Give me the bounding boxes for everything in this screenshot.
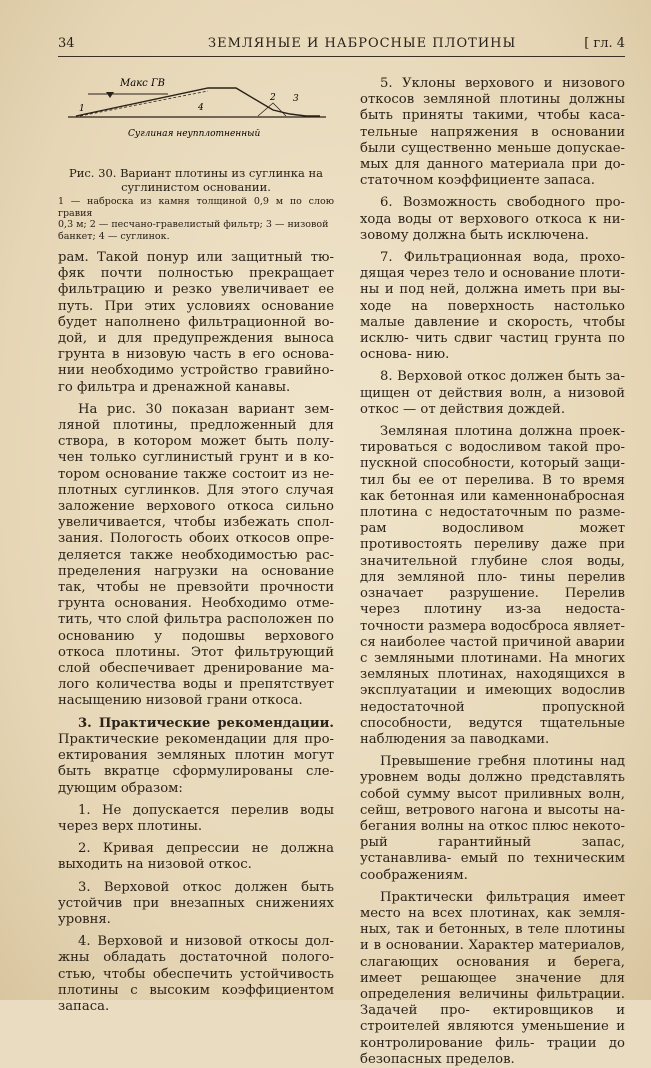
text-line: 4. Верховой и низовой откосы дол- [78, 934, 334, 950]
marker-3: 3 [293, 94, 299, 104]
text-line: выходить на низовой откос. [58, 857, 252, 873]
marker-2: 2 [270, 93, 276, 103]
text-line: место на всех плотинах, как земля- [360, 905, 625, 921]
text-line: рый гарантийный запас, устанавлива- [360, 835, 625, 867]
paragraph [360, 890, 625, 1068]
text-line: плотины с высоким коэффициентом [58, 982, 334, 998]
text-line: ектировщиков и строителей являются [360, 1003, 625, 1035]
text-line: решающее значение для определения [360, 970, 625, 1002]
text-line: 8. Верховой откос должен быть за- [380, 369, 625, 385]
left-body-text [58, 250, 334, 1015]
text-line: собой сумму высот приливных волн, [360, 786, 625, 802]
text-line: 5. Уклоны верхового и низового [380, 76, 625, 91]
text-line: тины перелив означает разрушение. [360, 569, 625, 602]
text-line: 7. Фильтрационная вода, прохо- [380, 250, 625, 266]
text-line: земляных плотинах, находящихся в [360, 667, 625, 683]
text-line: плотина с недостаточным по разме- [360, 505, 625, 521]
water-level-label: Макс ГВ [120, 78, 165, 89]
text-line: тироваться с водосливом такой про- [360, 440, 625, 456]
chapter-marker: [ гл. 4 [584, 36, 625, 51]
text-line: 2. Кривая депрессии не должна [78, 841, 334, 857]
text-line: через верх плотины. [58, 818, 203, 834]
text-line: увеличивается, чтобы избежать спол- [58, 515, 334, 531]
text-line: путь. При этих условиях основание [58, 298, 334, 314]
text-line: запаса. [58, 998, 110, 1014]
text-line: деляется также необходимостью рас- [58, 547, 334, 563]
text-line: давление и скорость, чтобы исклю- [360, 314, 625, 347]
paragraph [360, 250, 625, 363]
text-line: откоса плотины. Этот фильтрующий [58, 644, 334, 660]
text-line: пускной способности, который защи- [360, 456, 625, 472]
section-heading-paragraph [58, 716, 334, 797]
paragraph [58, 250, 334, 396]
paragraph [360, 424, 625, 748]
text-line: жны обладать достаточной полого- [58, 950, 334, 966]
text-line: бегания волны на откос плюс некото- [360, 818, 625, 834]
text-line: были существенно меньше допускае- [360, 140, 625, 156]
text-line: точности размера водосброса являет- [360, 618, 625, 634]
recommendation-item [58, 803, 334, 835]
text-line: чить сдвиг частиц грунта по основа- [360, 331, 625, 363]
text-line: зания. Пологость обоих откосов опре- [58, 531, 334, 547]
text-line: заложение верхового откоса сильно [58, 499, 334, 515]
text-line: Превышение гребня плотины над [380, 754, 625, 770]
paragraph [360, 754, 625, 884]
text-line: тить, что слой фильтра расположен [58, 612, 313, 628]
text-line: грунта основания. Необходимо отме- [58, 596, 334, 612]
page-number: 34 [58, 36, 75, 51]
text-line: как бетонная или каменнонабросная [360, 488, 625, 504]
text-line: щищен от действия волн, а низовой [360, 385, 625, 401]
figure-legend: 1 — наброска из камня толщиной 0,9 м по слою гравия 0,3 м; 2 — песчано-гравелистый фильтр; 3 — низовой банкет; 4 — суглинок. [58, 196, 334, 242]
recommendation-item [58, 934, 334, 1015]
text-line: хода воды от верхового откоса к ни- [360, 211, 625, 227]
text-line: сейш, ветрового нагона и высоты на- [360, 802, 625, 818]
dam-cross-section-diagram [58, 70, 334, 164]
text-line: и в основании. Характер материалов, [360, 938, 625, 954]
running-header [58, 36, 625, 56]
text-line: переливу даже при значительной [360, 537, 625, 569]
text-line: 1. Не допускается перелив воды [78, 802, 334, 818]
text-line: лого количества воды и препятствует [58, 677, 334, 693]
text-line: недостаточной пропускной способности, [360, 699, 625, 731]
right-column [360, 76, 625, 1068]
marker-1: 1 [79, 104, 85, 114]
paragraph [360, 195, 625, 244]
text-line: фильтрацию и резко увеличивает ее [58, 282, 334, 298]
text-line: величины фильтрации. Задачей про- [360, 986, 625, 1019]
text-line: Перелив через плотину из-за недоста- [360, 586, 625, 618]
text-line: ны и под ней, должна иметь при вы- [360, 282, 625, 298]
text-line: створа, в котором может быть полу- [58, 434, 334, 450]
left-column [58, 70, 334, 1015]
text-line: насыщению низовой грани откоса. [58, 693, 303, 709]
text-line: статочном коэффициенте запаса. [360, 173, 595, 189]
text-line: ектирования земляных плотин могут [58, 748, 334, 764]
text-line: чен только суглинистый грунт и в ко- [58, 450, 334, 466]
text-line: уменьшение и контролирование филь- [360, 1019, 625, 1051]
paragraph [360, 369, 625, 418]
text-line: дящая через тело и основание плоти- [360, 266, 625, 282]
text-line: нию. [416, 347, 450, 363]
text-line: глубине слоя воды, для земляной пло- [360, 553, 625, 585]
recommendation-item [58, 841, 334, 873]
text-line: пределения нагрузки на основание [58, 563, 334, 579]
text-line: грунта в низовую часть в его основа- [58, 347, 334, 363]
text-line: по основанию у подошвы верхового [58, 612, 334, 644]
text-line: ных, так и бетонных, в теле плотины [360, 922, 625, 938]
header-rule [58, 56, 625, 57]
text-line: рам водосливом может противостоять [360, 521, 625, 553]
text-line: го фильтра и дренажной канавы. [58, 379, 291, 395]
text-line: дой, и для предупреждения выноса [58, 331, 334, 347]
text-line: слагающих основания и берега, имеет [360, 954, 625, 986]
riprap-layer [80, 91, 208, 116]
text-line: уровнем воды должно представлять [360, 770, 625, 786]
text-line: паводками. [469, 731, 550, 747]
text-line: будет наполнено фильтрационной во- [58, 314, 334, 330]
text-line: стью, чтобы обеспечить устойчивость [58, 966, 334, 982]
text-line: откосов земляной плотины должны [360, 92, 625, 108]
running-title: ЗЕМЛЯНЫЕ И НАБРОСНЫЕ ПЛОТИНЫ [208, 36, 517, 51]
section-heading: 3. Практические рекомендации. [78, 715, 334, 731]
text-line: На рис. 30 показан вариант зем- [78, 401, 334, 417]
text-line: нии необходимо устройство гравийно- [58, 363, 334, 379]
text-line: устойчив при внезапных снижениях [58, 895, 334, 911]
text-line: Практически фильтрация имеет [380, 889, 625, 905]
text-line: фяк почти полностью прекращает [58, 266, 334, 282]
text-line: 3. Верховой откос должен быть [78, 879, 334, 895]
water-level-marker [106, 92, 114, 98]
text-line: Земляная плотина должна проек- [380, 424, 625, 440]
text-line: так, чтобы не превзойти прочности [58, 580, 334, 596]
text-line: с земляными плотинами. На многих [360, 650, 625, 666]
paragraph [360, 76, 625, 189]
text-line: ся наиболее частой причиной аварии [360, 634, 625, 650]
text-line: трации до безопасных пределов. [360, 1035, 625, 1067]
text-line: плотных суглинков. Для этого случая [58, 482, 334, 498]
text-line: емый по техническим соображениям. [360, 851, 625, 883]
text-line: откос — от действия дождей. [360, 401, 566, 417]
text-line: тил бы ее от перелива. В то время [360, 472, 625, 488]
text-line: рам. Такой понур или защитный тю- [58, 250, 334, 265]
text-line: ведутся тщательные наблюдения за [360, 715, 625, 747]
text-line: ляной плотины, предложенный для [58, 418, 334, 434]
paragraph [58, 402, 334, 710]
figure-caption: Рис. 30. Вариант плотины из суглинка на суглинистом основании. [68, 166, 324, 194]
recommendation-item [58, 880, 334, 929]
soil-label: Суглиная неупплотненный [128, 129, 261, 139]
text-line: мых для данного материала при до- [360, 157, 625, 173]
text-line: 6. Возможность свободного про- [380, 195, 625, 211]
text-line: эксплуатации и имеющих водослив [360, 683, 625, 699]
marker-4: 4 [198, 103, 204, 113]
text-line: быть приняты такими, чтобы каса- [360, 108, 625, 124]
text-line: зовому должна быть исключена. [360, 227, 589, 243]
figure-30 [58, 70, 334, 194]
text-line: тором основание также состоит из не- [58, 466, 334, 482]
text-line: быть вкратце сформулированы сле- [58, 764, 334, 780]
text-line: слой обеспечивает дренирование ма- [58, 661, 334, 677]
text-line: уровня. [58, 911, 111, 927]
text-line: ходе на поверхность настолько малые [360, 298, 625, 330]
text-line: дующим образом: [58, 780, 183, 796]
text-line: Практические рекомендации для про- [58, 731, 334, 747]
text-line: тельные напряжения в основании [360, 124, 625, 140]
